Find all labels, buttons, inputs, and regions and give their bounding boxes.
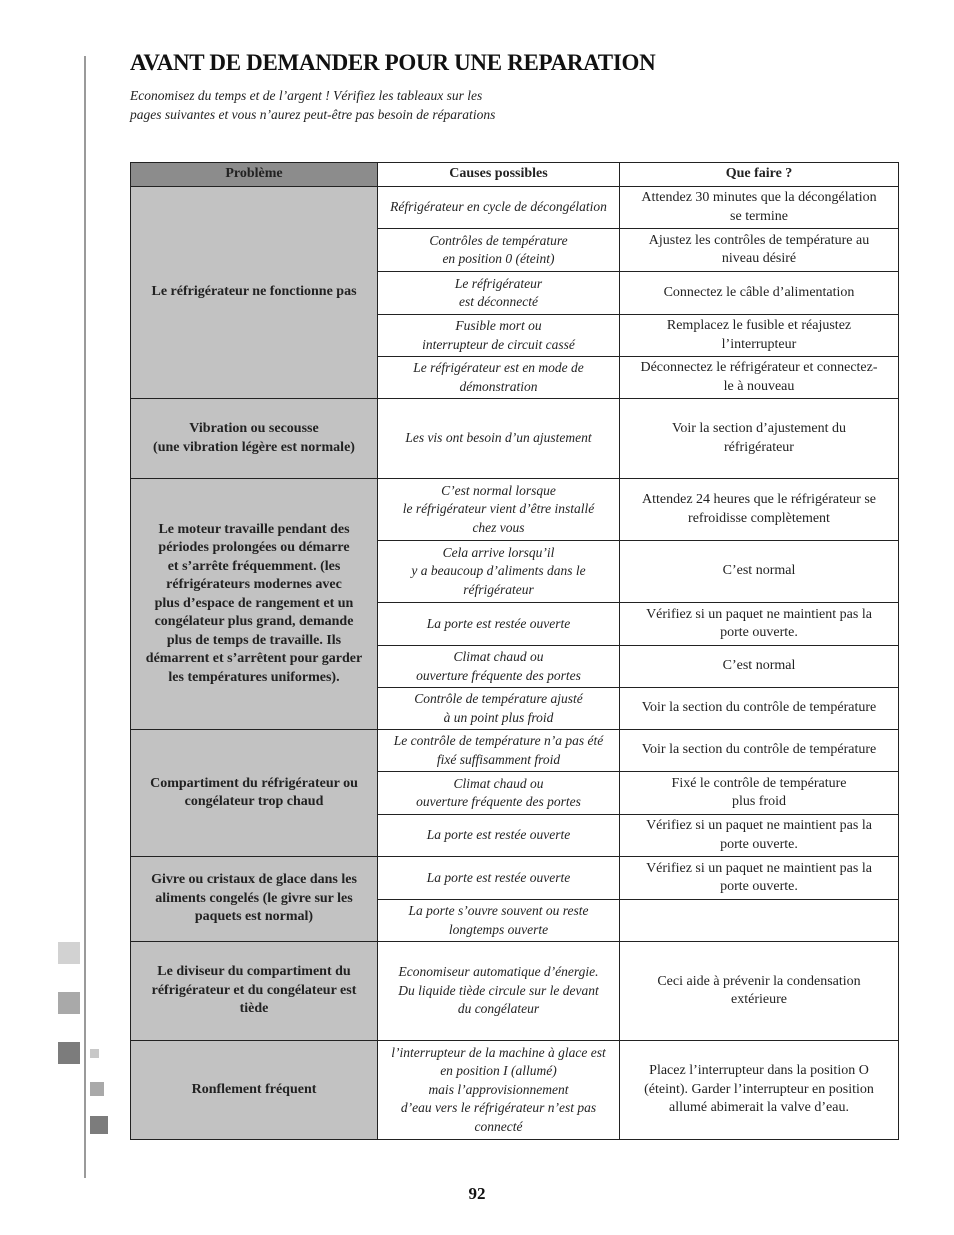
cell-line: réfrigérateur bbox=[463, 581, 534, 597]
cell-line: tiède bbox=[239, 1001, 269, 1017]
cell-line: et s’arrête fréquemment. (les bbox=[167, 558, 341, 574]
cause-cell bbox=[378, 815, 620, 857]
cell-line: Attendez 30 minutes que la décongélation bbox=[641, 190, 877, 205]
cell-line: d’eau vers le réfrigérateur n’est pas bbox=[400, 1100, 597, 1116]
cell-line: extérieure bbox=[731, 992, 787, 1007]
cell-line: Climat chaud ou bbox=[453, 775, 544, 791]
problem-cell bbox=[131, 730, 378, 857]
cell-line: Fixé le contrôle de température bbox=[671, 775, 847, 791]
cell-line: connecté bbox=[474, 1118, 523, 1134]
cell-line: plus froid bbox=[731, 794, 787, 809]
cell-line: allumé abimerait la valve d’eau. bbox=[669, 1100, 849, 1116]
cell-line: le à nouveau bbox=[723, 378, 795, 394]
cell-line: (éteint). Garder l’interrupteur en position bbox=[644, 1081, 874, 1097]
cell-line: Cela arrive lorsqu’il bbox=[442, 544, 555, 560]
action-cell bbox=[620, 772, 899, 815]
cell-line: plus d’espace de rangement et un bbox=[154, 595, 354, 611]
cell-line: chez vous bbox=[472, 519, 525, 535]
cell-line: Vibration ou secousse bbox=[189, 421, 319, 436]
cell-line: Ajustez les contrôles de température au bbox=[648, 232, 870, 248]
cell-line: Economiseur automatique d’énergie. bbox=[398, 964, 599, 980]
cell-line: paquets est normal) bbox=[194, 909, 314, 925]
cell-line: C’est normal lorsque bbox=[441, 482, 556, 498]
cell-line: Réfrigérateur en cycle de décongélation bbox=[390, 199, 607, 215]
cause-cell bbox=[378, 1041, 620, 1140]
cell-line: Attendez 24 heures que le réfrigérateur se bbox=[642, 492, 876, 507]
action-cell bbox=[620, 900, 899, 942]
cause-cell bbox=[378, 399, 620, 479]
cell-line: (une vibration légère est normale) bbox=[153, 439, 355, 455]
cell-line: Ceci aide à prévenir la condensation bbox=[657, 973, 861, 989]
cell-line: La porte s’ouvre souvent ou reste bbox=[408, 903, 589, 918]
cell-line: Connectez le câble d’alimentation bbox=[663, 284, 855, 300]
cause-cell bbox=[378, 772, 620, 815]
action-cell bbox=[620, 646, 899, 688]
page-subtitle bbox=[130, 86, 690, 124]
problem-cell bbox=[131, 857, 378, 942]
cell-line: en position I (allumé) bbox=[440, 1063, 557, 1079]
cause-cell bbox=[378, 730, 620, 772]
cell-line: les températures uniformes). bbox=[168, 669, 340, 685]
cause-cell bbox=[378, 646, 620, 688]
cell-line: porte ouverte. bbox=[720, 836, 798, 852]
cell-line: congélateur plus grand, demande bbox=[154, 614, 354, 630]
cell-line: Vérifiez si un paquet ne maintient pas la bbox=[646, 860, 872, 876]
cause-cell bbox=[378, 357, 620, 399]
cell-line: Climat chaud ou bbox=[453, 649, 544, 664]
cell-line: Déconnectez le réfrigérateur et connectez- bbox=[640, 360, 878, 375]
cell-line: Vérifiez si un paquet ne maintient pas la bbox=[646, 606, 872, 622]
cell-line: réfrigérateur bbox=[724, 439, 794, 455]
header-row bbox=[131, 163, 899, 187]
cell-line: congélateur trop chaud bbox=[184, 794, 324, 809]
cell-line: Contrôles de température bbox=[429, 232, 568, 248]
cell-line: est déconnecté bbox=[458, 294, 539, 309]
action-cell bbox=[620, 815, 899, 857]
cause-cell bbox=[378, 900, 620, 942]
cell-line: plus de temps de travaille. Ils bbox=[166, 632, 342, 648]
action-cell bbox=[620, 857, 899, 900]
cell-line: Le contrôle de température n’a pas été bbox=[393, 733, 604, 748]
cell-line: ouverture fréquente des portes bbox=[416, 667, 581, 683]
margin-rule bbox=[84, 56, 86, 1178]
header-problem: Problème bbox=[131, 163, 378, 187]
cell-line: fixé suffisamment froid bbox=[436, 751, 561, 767]
action-cell bbox=[620, 942, 899, 1041]
cell-line: démarrent et s’arrêtent pour garder bbox=[145, 651, 363, 667]
cell-line: se termine bbox=[730, 208, 788, 224]
cause-cell bbox=[378, 187, 620, 229]
cause-cell bbox=[378, 315, 620, 357]
action-cell bbox=[620, 479, 899, 541]
table-row bbox=[131, 399, 899, 479]
problem-cell bbox=[131, 479, 378, 730]
cell-line: Voir la section d’ajustement du bbox=[672, 421, 846, 436]
table-row bbox=[131, 730, 899, 772]
cell-line: Ronflement fréquent bbox=[191, 1081, 317, 1097]
cell-line: Le diviseur du compartiment du bbox=[157, 964, 351, 980]
action-cell bbox=[620, 357, 899, 399]
cell-line: le réfrigérateur vient d’être installé bbox=[402, 501, 595, 517]
page-title: AVANT DE DEMANDER POUR UNE REPARATION bbox=[130, 50, 656, 75]
decorative-square bbox=[90, 1116, 108, 1134]
header-action: Que faire ? bbox=[620, 163, 899, 187]
table-row bbox=[131, 1041, 899, 1140]
cell-line: Remplacez le fusible et réajustez bbox=[666, 318, 852, 333]
cell-line: interrupteur de circuit cassé bbox=[422, 336, 575, 352]
cell-line: niveau désiré bbox=[721, 251, 797, 266]
cell-line: La porte est restée ouverte bbox=[426, 615, 571, 631]
action-cell bbox=[620, 315, 899, 357]
table-row bbox=[131, 942, 899, 1041]
cell-line: démonstration bbox=[459, 378, 538, 394]
page-number: 92 bbox=[468, 1184, 486, 1203]
cell-line: refroidisse complètement bbox=[688, 510, 830, 526]
cell-line: Le réfrigérateur bbox=[454, 275, 543, 291]
problem-cell bbox=[131, 399, 378, 479]
decorative-square bbox=[90, 1082, 104, 1096]
decorative-square bbox=[58, 992, 80, 1014]
cell-line: Contrôle de température ajusté bbox=[414, 691, 583, 706]
cell-line: Voir la section du contrôle de température bbox=[641, 700, 877, 716]
action-cell bbox=[620, 541, 899, 603]
cell-line: porte ouverte. bbox=[720, 625, 798, 640]
cell-line: y a beaucoup d’aliments dans le bbox=[411, 563, 586, 579]
cell-line: en position 0 (éteint) bbox=[442, 251, 555, 266]
cell-line: aliments congelés (le givre sur les bbox=[155, 890, 353, 906]
table-row bbox=[131, 857, 899, 900]
cause-cell bbox=[378, 688, 620, 730]
cell-line: périodes prolongées ou démarre bbox=[158, 540, 350, 556]
cell-line: Les vis ont besoin d’un ajustement bbox=[405, 430, 592, 446]
header-causes: Causes possibles bbox=[378, 163, 620, 187]
subtitle-line: Economisez du temps et de l’argent ! Vérifiez les tableaux sur les bbox=[130, 88, 483, 103]
action-cell bbox=[620, 603, 899, 646]
table-row bbox=[131, 187, 899, 229]
cell-line: Voir la section du contrôle de température bbox=[641, 742, 877, 758]
cell-line: à un point plus froid bbox=[443, 709, 554, 725]
action-cell bbox=[620, 1041, 899, 1140]
cell-line: La porte est restée ouverte bbox=[426, 869, 571, 885]
action-cell bbox=[620, 272, 899, 315]
cell-line: Le réfrigérateur est en mode de bbox=[413, 360, 584, 375]
decorative-square bbox=[90, 1049, 99, 1058]
cell-line: Du liquide tiède circule sur le devant bbox=[398, 982, 599, 998]
cell-line: Fusible mort ou bbox=[455, 318, 542, 333]
cause-cell bbox=[378, 942, 620, 1041]
problem-cell bbox=[131, 187, 378, 399]
cell-line: C’est normal bbox=[722, 563, 796, 579]
problem-cell bbox=[131, 1041, 378, 1140]
action-cell bbox=[620, 730, 899, 772]
cell-line: porte ouverte. bbox=[720, 879, 798, 894]
cause-cell bbox=[378, 229, 620, 272]
cell-line: Placez l’interrupteur dans la position O bbox=[649, 1063, 869, 1079]
cause-cell bbox=[378, 272, 620, 315]
cause-cell bbox=[378, 541, 620, 603]
cell-line: l’interrupteur de la machine à glace est bbox=[391, 1044, 606, 1060]
cell-line: mais l’approvisionnement bbox=[428, 1081, 569, 1097]
cell-line: Vérifiez si un paquet ne maintient pas la bbox=[646, 818, 872, 833]
troubleshooting-table bbox=[130, 162, 899, 1140]
action-cell bbox=[620, 229, 899, 272]
subtitle-line: pages suivantes et vous n’aurez peut-être pas besoin de réparations bbox=[130, 107, 496, 122]
decorative-square bbox=[58, 1042, 80, 1064]
cell-line: longtemps ouverte bbox=[448, 921, 549, 937]
decorative-square bbox=[58, 942, 80, 964]
table-row bbox=[131, 479, 899, 541]
problem-cell bbox=[131, 942, 378, 1041]
cause-cell bbox=[378, 479, 620, 541]
cell-line: Le réfrigérateur ne fonctionne pas bbox=[151, 284, 357, 300]
action-cell bbox=[620, 399, 899, 479]
cell-line: La porte est restée ouverte bbox=[426, 827, 571, 843]
cell-line: l’interrupteur bbox=[721, 336, 797, 352]
cell-line: Le moteur travaille pendant des bbox=[158, 521, 350, 537]
cause-cell bbox=[378, 603, 620, 646]
cell-line: du congélateur bbox=[457, 1001, 540, 1017]
cause-cell bbox=[378, 857, 620, 900]
action-cell bbox=[620, 187, 899, 229]
cell-line: ouverture fréquente des portes bbox=[416, 794, 581, 809]
cell-line: C’est normal bbox=[722, 658, 796, 674]
action-cell bbox=[620, 688, 899, 730]
cell-line: réfrigérateur et du congélateur est bbox=[151, 982, 357, 998]
cell-line: réfrigérateurs modernes avec bbox=[166, 577, 342, 593]
cell-line: Givre ou cristaux de glace dans les bbox=[151, 872, 357, 888]
cell-line: Compartiment du réfrigérateur ou bbox=[150, 775, 358, 791]
